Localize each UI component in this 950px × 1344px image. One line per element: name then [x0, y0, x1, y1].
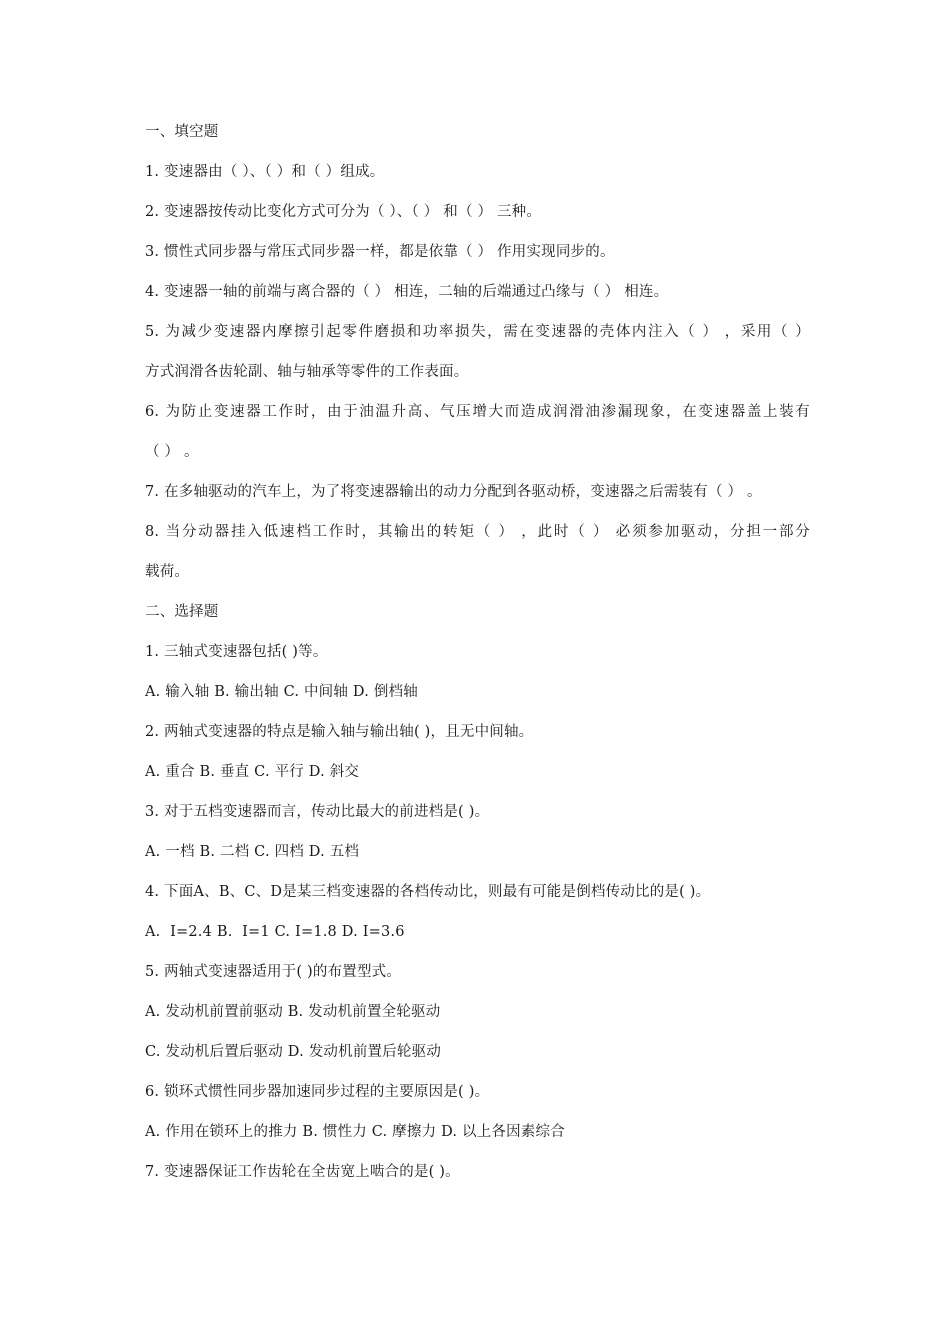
question-choice-3-options: A. 一档 B. 二档 C. 四档 D. 五档	[145, 844, 360, 860]
question-choice-5-options-cd: C. 发动机后置后驱动 D. 发动机前置后轮驱动	[145, 1044, 442, 1060]
question-choice-1-options: A. 输入轴 B. 输出轴 C. 中间轴 D. 倒档轴	[145, 684, 418, 700]
question-fill-6-continued: （ ） 。	[145, 444, 199, 460]
question-fill-5: 5. 为减少变速器内摩擦引起零件磨损和功率损失，需在变速器的壳体内注入（ ） ，采用（ ）	[145, 324, 810, 340]
question-choice-3: 3. 对于五档变速器而言，传动比最大的前进档是( )。	[145, 804, 490, 820]
question-fill-6: 6. 为防止变速器工作时，由于油温升高、气压增大而造成润滑油渗漏现象，在变速器盖上装有	[145, 404, 810, 420]
question-fill-3: 3. 惯性式同步器与常压式同步器一样，都是依靠（ ） 作用实现同步的。	[145, 244, 615, 260]
question-fill-5-continued: 方式润滑各齿轮副、轴与轴承等零件的工作表面。	[145, 364, 469, 380]
question-fill-8-continued: 载荷。	[145, 564, 190, 580]
document-body	[145, 112, 810, 1192]
question-fill-8: 8. 当分动器挂入低速档工作时，其输出的转矩（ ） ，此时（ ） 必须参加驱动，分担一部分	[145, 524, 810, 540]
question-choice-5-options-ab: A. 发动机前置前驱动 B. 发动机前置全轮驱动	[145, 1004, 441, 1020]
question-fill-2: 2. 变速器按传动比变化方式可分为（ ）、（ ） 和（ ） 三种。	[145, 204, 542, 220]
question-choice-7: 7. 变速器保证工作齿轮在全齿宽上啮合的是( )。	[145, 1164, 460, 1180]
question-choice-5: 5. 两轴式变速器适用于( )的布置型式。	[145, 964, 402, 980]
question-choice-6-options: A. 作用在锁环上的推力 B. 惯性力 C. 摩擦力 D. 以上各因素综合	[145, 1124, 565, 1140]
question-fill-1: 1. 变速器由（ ）、（ ）和（ ）组成。	[145, 164, 385, 180]
section-heading-choice: 二、选择题	[145, 604, 219, 620]
question-fill-4: 4. 变速器一轴的前端与离合器的（ ） 相连，二轴的后端通过凸缘与（ ） 相连。	[145, 284, 669, 300]
question-choice-6: 6. 锁环式惯性同步器加速同步过程的主要原因是( )。	[145, 1084, 490, 1100]
question-choice-4-options: A. I=2.4 B. I=1 C. I=1.8 D. I=3.6	[145, 924, 405, 940]
question-choice-1: 1. 三轴式变速器包括( )等。	[145, 644, 328, 660]
question-choice-2: 2. 两轴式变速器的特点是输入轴与输出轴( )，且无中间轴。	[145, 724, 534, 740]
question-choice-4: 4. 下面A、B、C、D是某三档变速器的各档传动比，则最有可能是倒档传动比的是( )。	[145, 884, 711, 900]
question-choice-2-options: A. 重合 B. 垂直 C. 平行 D. 斜交	[145, 764, 360, 780]
question-fill-7: 7. 在多轴驱动的汽车上，为了将变速器输出的动力分配到各驱动桥，变速器之后需装有（ ） 。	[145, 484, 762, 500]
section-heading-fill-in: 一、填空题	[145, 124, 219, 140]
